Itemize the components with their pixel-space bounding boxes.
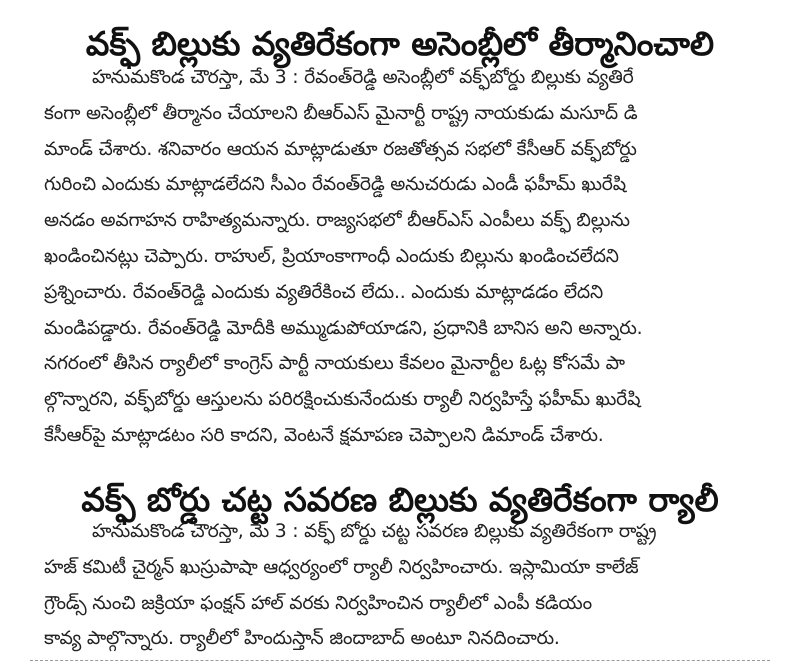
article-1-body xyxy=(44,60,774,454)
article-2-line: హజ్ కమిటీ చైర్మన్ ఖుస్రుపాషా ఆధ్వర్యంలో ర్యాలీ నిర్వహించారు. ఇస్లామియా కాలేజ్ xyxy=(44,556,639,578)
article-2-line: హనుమకొండ చౌరస్తా, మే 3 : వక్ఫ్ బోర్డు చట్ట సవరణ బిల్లుకు వ్యతిరేకంగా రాష్ట్ర xyxy=(92,521,657,542)
article-1-line: మండిపడ్డారు. రేవంత్‌రెడ్డి మోదీకి అమ్ముడుపోయాడని, ప్రధానికి బానిస అని అన్నారు. xyxy=(44,317,643,339)
article-1-line: గురించి ఎందుకు మాట్లాడలేదని సీఎం రేవంత్‌రెడ్డి అనుచరుడు ఎండీ ఫహీమ్ ఖురేషి xyxy=(44,174,626,196)
article-2-line: కావ్య పాల్గొన్నారు. ర్యాలీలో హిందుస్తాన్ జిందాబాద్ అంటూ నినదించారు. xyxy=(44,628,560,650)
article-1-line: నగరంలో తీసిన ర్యాలీలో కాంగ్రెస్ పార్టీ నాయకులు కేవలం మైనార్టీల ఓట్ల కోసమే పా xyxy=(44,353,625,375)
article-1-line: కంగా అసెంబ్లీలో తీర్మానం చేయాలని బీఆర్‌ఎస్ మైనార్టీ రాష్ట్ర నాయకుడు మసూద్ డి xyxy=(44,102,638,124)
article-2-headline: వక్ఫ్ బోర్డు చట్ట సవరణ బిల్లుకు వ్యతిరేకంగా ర్యాలీ xyxy=(81,480,719,520)
bottom-divider xyxy=(30,660,770,661)
article-2-body xyxy=(44,514,774,657)
article-1-line: ల్గొన్నారని, వక్ఫ్‌బోర్డు ఆస్తులను పరిరక్షించుకునేందుకు ర్యాలీ నిర్వహిస్తే ఫహీమ్ ఖురేషి xyxy=(44,389,641,411)
article-2-line: గ్రౌండ్స్ నుంచి జక్రియా ఫంక్షన్ హాల్ వరకు నిర్వహించిన ర్యాలీలో ఎంపీ కడియం xyxy=(44,592,592,614)
article-1-line: ప్రశ్నించారు. రేవంత్‌రెడ్డి ఎందుకు వ్యతిరేకించ లేదు.. ఎందుకు మాట్లాడడం లేదని xyxy=(44,281,603,303)
article-1-line: అనడం అవగాహన రాహిత్యమన్నారు. రాజ్యసభలో బీఆర్‌ఎస్ ఎంపీలు వక్ఫ్ బిల్లును xyxy=(44,210,630,232)
article-1-line: కేసీఆర్‌పై మాట్లాడటం సరి కాదని, వెంటనే క్షమాపణ చెప్పాలని డిమాండ్ చేశారు. xyxy=(44,424,604,446)
article-1-line: మాండ్ చేశారు. శనివారం ఆయన మాట్లాడుతూ రజతోత్సవ సభలో కేసీఆర్ వక్ఫ్‌బోర్డు xyxy=(44,138,637,160)
article-1-headline: వక్ఫ్ బిల్లుకు వ్యతిరేకంగా అసెంబ్లీలో తీర్మానించాలి xyxy=(85,24,715,64)
article-1-line: ఖండించినట్లు చెప్పారు. రాహుల్, ప్రియాంకాగాంధీ ఎందుకు బిల్లును ఖండించలేదని xyxy=(44,245,619,267)
article-1-line: హనుమకొండ చౌరస్తా, మే 3 : రేవంత్‌రెడ్డి అసెంబ్లీలో వక్ఫ్‌బోర్డు బిల్లుకు వ్యతిరే xyxy=(92,67,634,88)
